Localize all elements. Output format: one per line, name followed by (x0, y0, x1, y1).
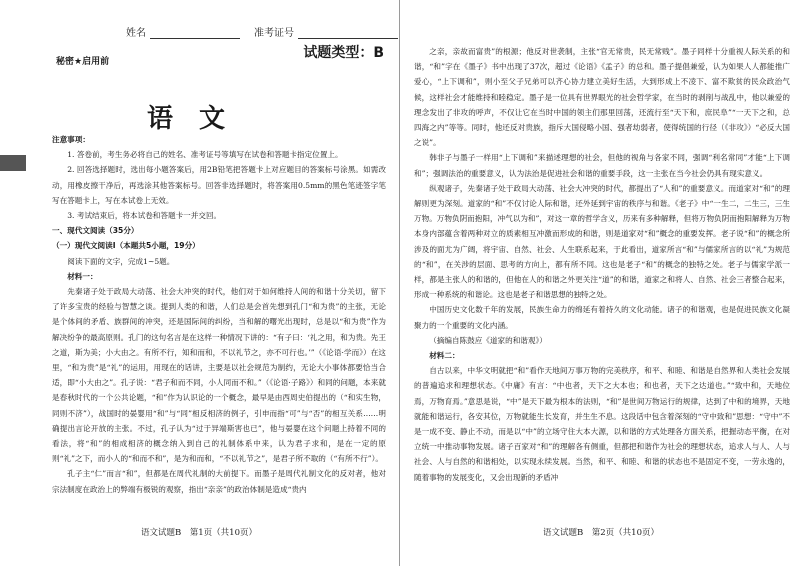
page-2-body (414, 44, 790, 485)
passage-paragraph: 纵观诸子，先秦诸子处于政局大动荡、社会大冲突的时代，都提出了“人和”的重要意义。而道家对“和”的理解则更为深刻。道家的“和”不仅讨论人际和谐，还外延到宇宙的秩序与和谐。《老子》中“一生二，二生三，三生万物。万物负阴而抱阳，冲气以为和”，对这一章的哲学含义，历来有多种解释，但将万物负阴而抱阳解释为万物本身内部蕴含着两种对立的质素相互冲激而形成的和谐，则是道家对“和”概念的重要发挥。老子说“和”的概念所涉及的面尤为广阔，将宇宙、自然、社会、人生联系起来，于此看出，道家所言“和”与儒家所言的以“礼”为规范的“和”，在关涉的层面、思考的方向上，都有所不同。这也是老子“和”的概念的独特之处。老子与儒家学派一样，都是主张人的和谐的，但他在人的和谐之外更关注“道”的和谐，道家之和将人、自然、社会三者整合起来，形成一种系统的和谐论。这也是老子和谐思想的独特之处。 (414, 183, 790, 300)
notes-title: 注意事项： (52, 135, 90, 144)
binding-tab-marker (0, 155, 26, 171)
ticket-number-field[interactable] (298, 27, 398, 39)
passage-paragraph: 先秦诸子处于政局大动荡、社会大冲突的时代，他们对于如何维持人间的和谐十分关切，留下了许多宝贵的经验与智慧之谈。提到人类的和谐，人们总是会首先想到孔门“和为贵”的主张，无论是个体间的矛盾、族群间的冲突，还是国际间的纠纷，当和解的曙光出现时，总是以“和为贵”作为解决纷争的最高原则。孔门的这句名言是在这样一种情况下讲的：“有子曰：‘礼之用，和为贵。先王之道，斯为美；小大由之。有所不行，知和而和，不以礼节之，亦不可行也。’”（《论语·学而》）在这里，“和为贵”是“礼”的运用，用现在的话讲，主要是以社会规范为制约，无论大小事体都要恰当合适，即“小大由之”。孔子说：“君子和而不同，小人同而不和。”（《论语·子路》）和同的问题，本来就是春秋时代的一个公共论题，“和”作为认识论的一个概念，最早是由西周史伯提出的（“和实生物，同则不济”），战国时的晏婴用“和”与“同”相反相济的例子，引申而指“可”与“否”的相互关系……明确提出言论开放的主张。不过，孔子认为“过于异端斯害也已”，他与晏婴在这个问题上持着不同的看法，将“和”的相成相济的概念纳入到自己的礼制体系中来，认为君子求和，是在一定的原则“礼”之下，而小人的“和而不和”，是为和而和，“不以礼节之”，是君子所不取的（“有所不行”）。 (52, 287, 386, 464)
sub-section-title: （一）现代文阅读Ⅰ（本题共5小题，19分） (52, 241, 200, 251)
passage-paragraph: 自古以来，中华文明就把“和”看作天地间万事万物的完美秩序，和平、和睦、和谐是自然界和人类社会发展的普遍追求和理想状态。《中庸》有言：“中也者，天下之大本也；和也者，天下之达道也。”“致中和，天地位焉，万物育焉。”意思是说，“中”是天下最为根本的法则，“和”是世间万物运行的规律，达到了中和的境界，天地就能和谐运行，各安其位，万物就能生长发育，并生生不息。这段话中包含着深刻的“守中致和”思想：“守中”不是一成不变、静止不动，而是以“中”的立场守住大本大源，以和谐的方式处理各方面关系，把握动态平衡，在对立统一中推动事物发展。诸子百家对“和”的理解各有侧重，但都把和谐作为社会的理想状态，追求人与人、人与社会、人与自然的和谐相处，以实现永续发展。当然，和平、和睦、和谐的状态也不是固定不变，一劳永逸的，随着事物的发展变化，又会出现新的矛盾冲 (414, 366, 790, 482)
note-item-3: 3. 考试结束后，将本试卷和答题卡一并交回。 (67, 211, 222, 221)
page-1 (0, 0, 398, 566)
material-1-label: 材料一： (67, 271, 98, 281)
subject-title: 语文 (146, 104, 251, 134)
secret-mark: 秘密★启用前 (56, 57, 110, 67)
candidate-info-row (126, 24, 398, 39)
passage-paragraph: 中国历史文化数千年的发展，民族生命力的绵延有着持久的文化动能。诸子的和谐观，也是促进民族文化凝聚力的一个重要的文化内涵。 (414, 305, 790, 330)
name-field[interactable] (150, 27, 240, 39)
note-item-2: 2. 回答选择题时，选出每小题答案后，用2B铅笔把答题卡上对应题目的答案标号涂黑。如需改动，用橡皮擦干净后，再选涂其他答案标号。回答非选择题时，将答案用0.5mm的黑色笔迹签字笔写在答题卡上，写在本试卷上无效。 (52, 165, 386, 205)
passage-paragraph: 孔子主“仁”而言“和”，但都是在周代礼制的大前提下。而墨子是周代礼制文化的反对者，他对宗法制度在政治上的弊端有极锐的观察，指出“亲亲”的政治体制是造成“贵内 (52, 469, 386, 494)
page-2-footer: 语文试题B 第2页（共10页） (543, 528, 659, 538)
instruction-text: 阅读下面的文字，完成1~5题。 (67, 256, 175, 266)
page-1-body (52, 132, 386, 497)
question-type: 试题类型：B (303, 45, 384, 61)
page-1-footer: 语文试题B 第1页（共10页） (141, 528, 257, 538)
name-label: 姓名 (126, 28, 146, 39)
section-title: 一、现代文阅读（35分） (52, 226, 139, 236)
source-citation: （摘编自陈鼓应《道家的和谐观》） (429, 335, 547, 345)
page-2 (402, 0, 800, 566)
note-item-1: 1. 答卷前，考生务必将自己的姓名、准考证号等填写在试卷和答题卡指定位置上。 (67, 150, 343, 160)
passage-paragraph: 韩非子与墨子一样用“上下调和”来描述理想的社会，但他的视角与各家不同，强调“利名常同”才能“上下调和”；强调法治的重要意义，认为法治是促进社会和谐的重要手段，这一主张在当今社会仍具有现实意义。 (414, 153, 790, 178)
passage-paragraph: 之亲，亲故而富贵”的根源；他反对世袭制，主张“官无常贵，民无常贱”。墨子同样十分重视人际关系的和谐，“和”字在《墨子》书中出现了37次，超过《论语》《孟子》的总和。墨子提倡兼爱，认为如果人人都能推广爱心，“上下调和”，则小至父子兄弟可以齐心协力建立美好生活，大到形成上不凌下、富不欺贫的民众政治气候，这样社会才能维持和睦稳定。墨子是一位具有世界眼光的社会哲学家，在当时的剥削与战乱中，他以兼爱的理念发出了非攻的呼声，不仅让它在当时中国的领主们那里回荡，还流行至“天下和，庶民阜”“一天下之和，总四海之内”等等。同时，他还反对贵族，指斥大国侵略小国、强者劫弱者，使得统国的行径（《非攻》）“必反大国之说”。 (414, 47, 790, 148)
ticket-number-label: 准考证号 (254, 28, 294, 39)
page-divider (399, 0, 400, 566)
material-2-label: 材料二： (429, 351, 460, 361)
